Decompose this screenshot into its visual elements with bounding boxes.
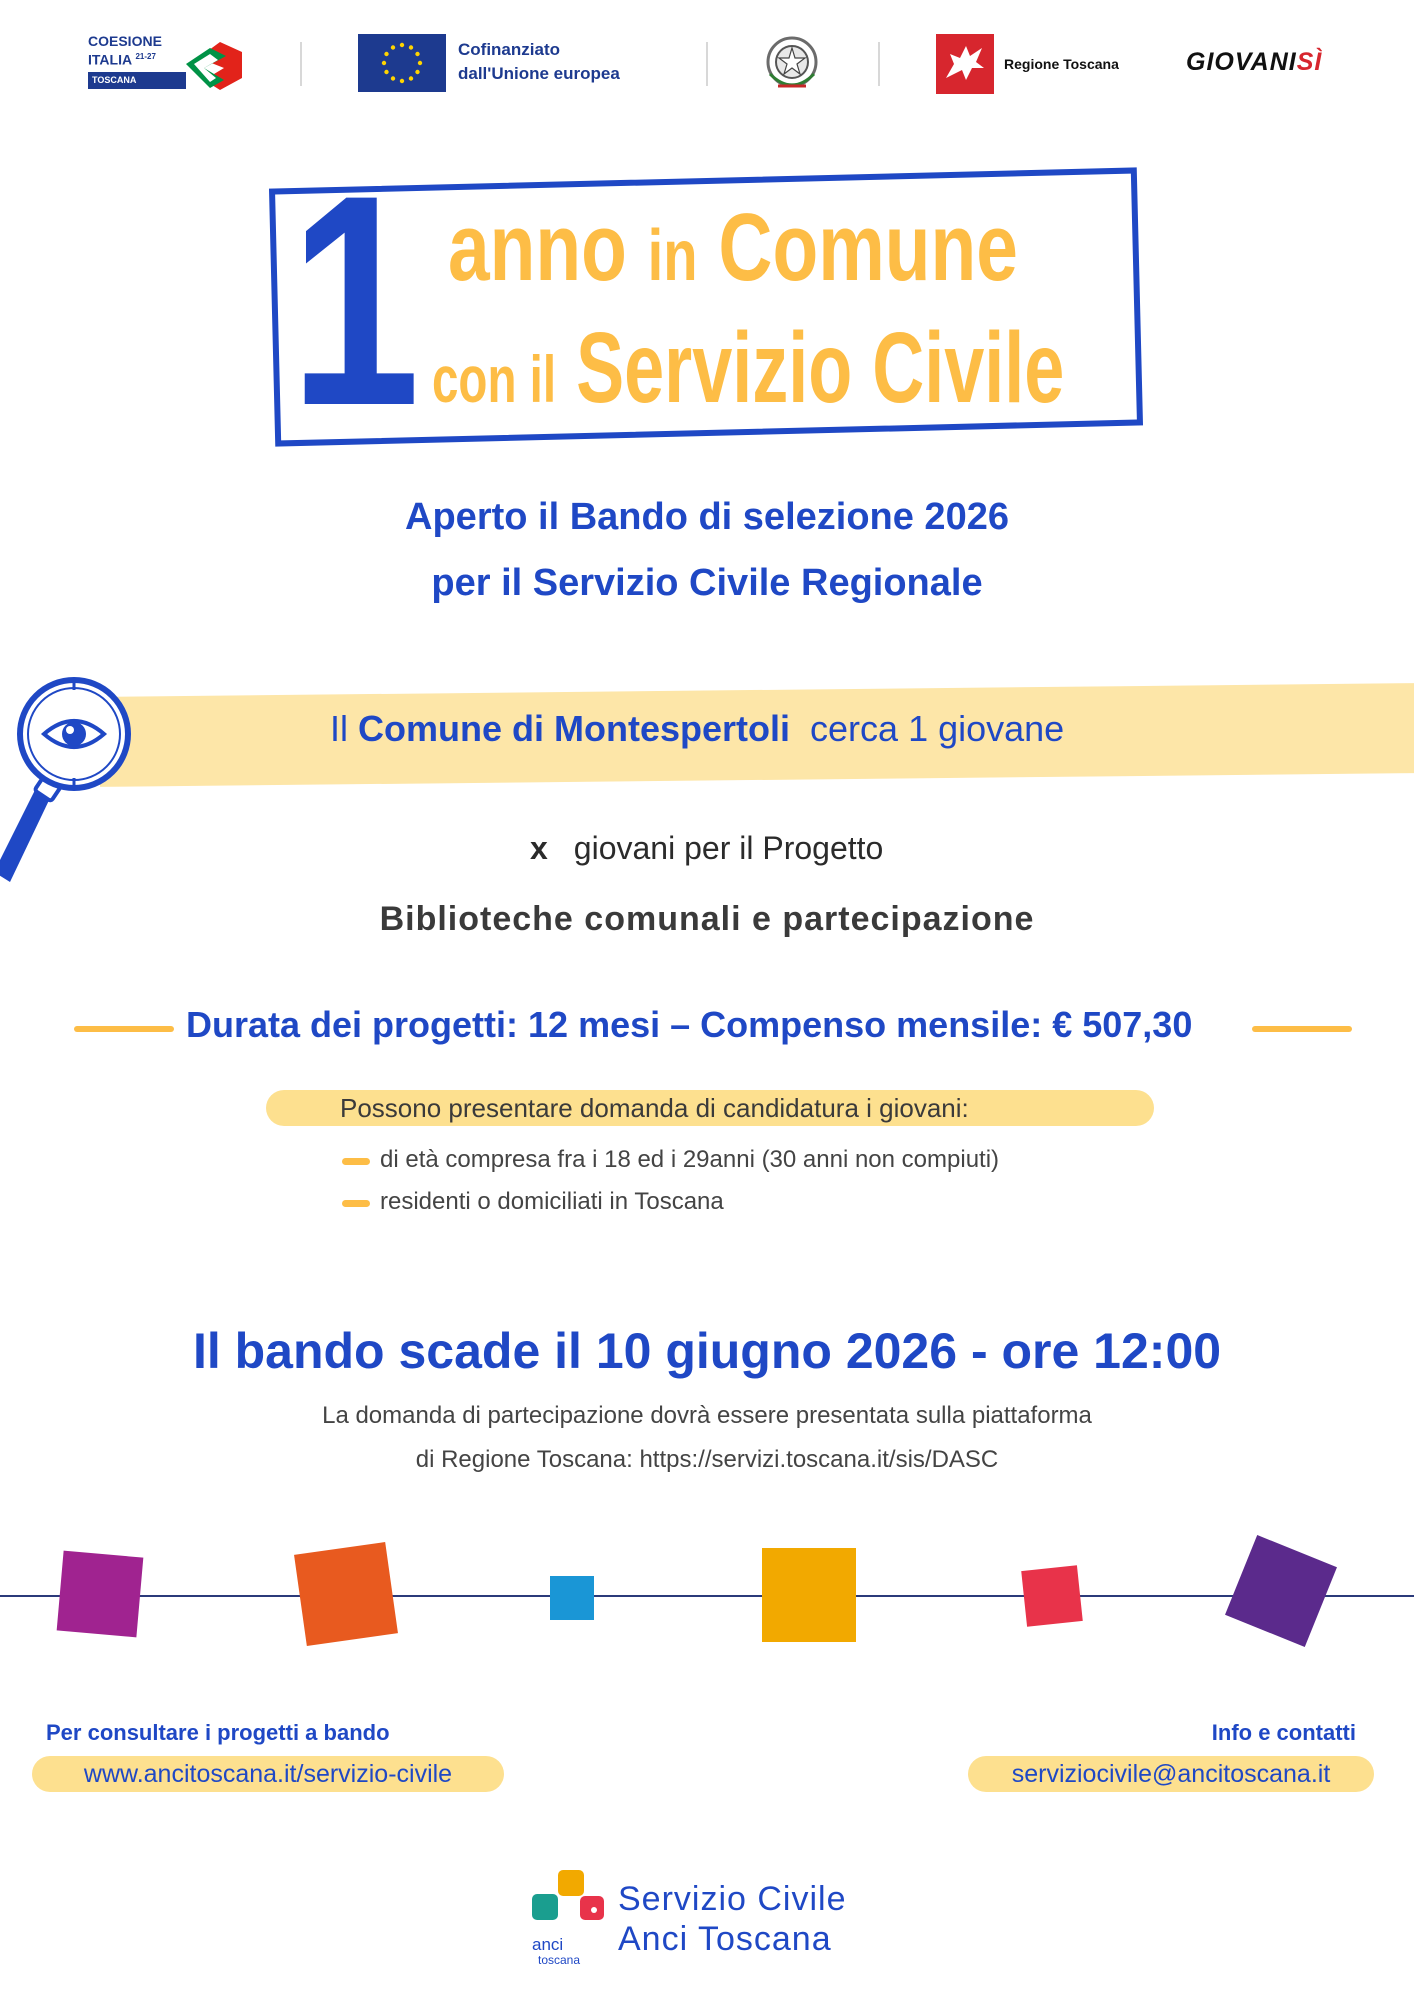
subtitle-line1: Aperto il Bando di selezione 2026: [405, 496, 1009, 538]
search-sentence: [330, 708, 1064, 750]
bullet-dash: [342, 1158, 370, 1165]
eu-cofinanced-label: [458, 38, 620, 86]
title-comune: Comune: [718, 194, 1018, 301]
coesione-line2: ITALIA: [88, 51, 132, 68]
brand-small: anci: [532, 1935, 564, 1954]
brand-line1: Servizio Civile: [618, 1880, 847, 1918]
title-in: in: [647, 216, 698, 296]
duration-dash-right: [1252, 1026, 1352, 1032]
project-name: Biblioteche comunali e partecipazione: [379, 900, 1035, 938]
projects-label: Per consultare i progetti a bando: [46, 1720, 390, 1745]
bullet-dash: [342, 1200, 370, 1207]
duration-text: Durata dei progetti: 12 mesi – Compenso mensile: € 507,30: [186, 1004, 1193, 1045]
coesione-line1: COESIONE: [88, 33, 162, 49]
project-count-line: [530, 830, 883, 867]
title-line1: [448, 194, 1018, 301]
note-line1: La domanda di partecipazione dovrà essere presentata sulla piattaforma: [322, 1402, 1092, 1429]
giovani-word: GIOVANI: [1186, 48, 1297, 76]
projects-link[interactable]: www.ancitoscana.it/servizio-civile: [32, 1756, 504, 1792]
coesione-region: TOSCANA: [88, 72, 186, 89]
square-blue: [550, 1576, 594, 1620]
title-anno: anno: [448, 194, 627, 301]
square-purple: [57, 1551, 144, 1638]
coesione-arrow-icon: [180, 34, 246, 94]
requirement-item: di età compresa fra i 18 ed i 29anni (30 anni non compiuti): [380, 1146, 1000, 1173]
magnifying-glass-eye-icon: [0, 672, 140, 892]
si-word: SÌ: [1296, 48, 1323, 76]
title-line2: [432, 312, 1065, 424]
square-orange: [294, 1542, 398, 1646]
project-count: x: [530, 830, 548, 866]
coesione-years: 21-27: [135, 52, 156, 61]
divider: [300, 42, 302, 86]
decorative-squares-line: [0, 1530, 1414, 1650]
coesione-italia-logo: [88, 34, 186, 89]
square-red: [1021, 1565, 1083, 1627]
comune-name: Comune di Montespertoli: [358, 708, 791, 749]
regione-toscana-label: Regione Toscana: [1004, 56, 1119, 72]
contacts-email-link[interactable]: serviziocivile@ancitoscana.it: [968, 1756, 1374, 1792]
title-servizio-civile: Servizio Civile: [576, 312, 1065, 424]
eu-flag-icon: [358, 34, 446, 92]
project-label: giovani per il Progetto: [573, 830, 884, 866]
divider: [706, 42, 708, 86]
anci-toscana-logo-icon: [530, 1868, 610, 1938]
eu-line1: Cofinanziato: [458, 40, 560, 59]
square-violet: [1225, 1535, 1337, 1647]
title-number: 1: [290, 132, 414, 468]
duration-dash-left: [74, 1026, 174, 1032]
note-line2: di Regione Toscana: https://servizi.toscana.it/sis/DASC: [415, 1446, 999, 1473]
divider: [878, 42, 880, 86]
title-con-il: con il: [432, 342, 557, 416]
requirement-item: residenti o domiciliati in Toscana: [380, 1188, 724, 1215]
eu-line2: dall'Unione europea: [458, 64, 620, 83]
brand-smaller: toscana: [538, 1953, 581, 1967]
search-prefix: Il: [330, 708, 348, 749]
square-amber: [762, 1548, 856, 1642]
italian-republic-emblem-icon: [764, 34, 820, 94]
brand-line2: Anci Toscana: [618, 1920, 832, 1958]
giovani-si-logo: [1186, 48, 1322, 77]
subtitle-line2: per il Servizio Civile Regionale: [431, 562, 983, 604]
deadline: Il bando scade il 10 giugno 2026 - ore 12:00: [192, 1323, 1222, 1379]
requirements-intro: Possono presentare domanda di candidatura i giovani:: [340, 1093, 969, 1123]
search-suffix: cerca 1 giovane: [810, 708, 1065, 749]
contacts-label: Info e contatti: [1211, 1720, 1356, 1745]
regione-toscana-pegasus-icon: [936, 34, 994, 94]
